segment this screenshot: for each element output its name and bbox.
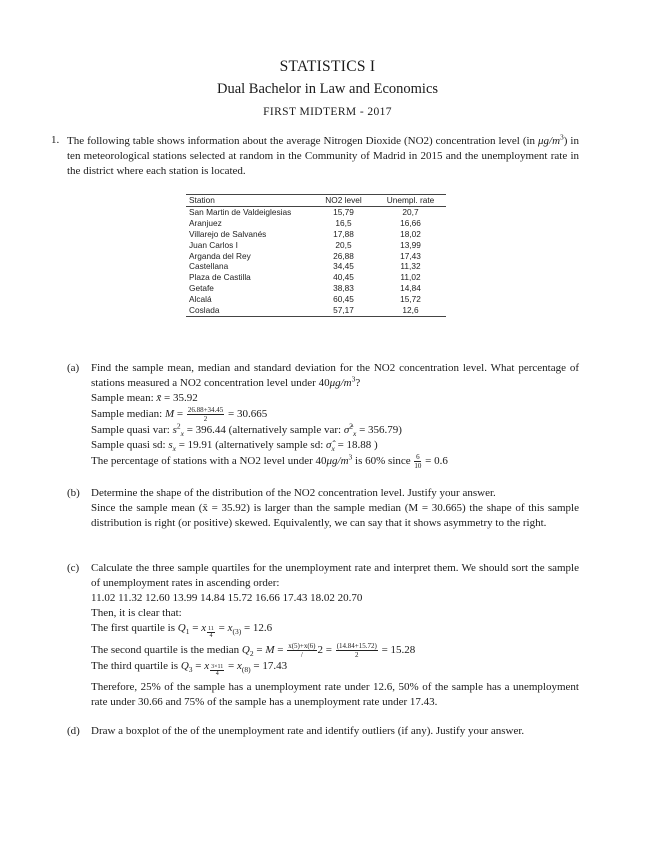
median-value-fraction: $\frac{(14.84+15.72)}{2}$ [336,641,377,659]
station-cell: Castellana [189,261,229,272]
quartile-conclusion: Therefore, 25% of the sample has a unemployment rate under 12.6, 50% of the sample has a unemployment rate under 30.66 and 75% of the sample has a unemployment rate under 17.43. [91,680,579,708]
no2-cell: 20,5 [335,239,352,250]
column-header-station: Station [186,195,312,207]
unemployment-cell: 20,7 [402,206,419,217]
column-header-unemployment: Unempl. rate [375,195,446,207]
sample-var-line: Sample quasi var: $s^2_x = 396.44$ (alternatively sample var: σ̂$^2_x$ = 356.79) [91,421,402,439]
part-b-answer-text: Since the sample mean (x̄ = 35.92) is larger than the sample median (M = 30.665) the shape of this sample distribution is right (or positive) skewed. Equivalently, we can say that it shows asymmetry to the right. [91,502,579,529]
unemployment-cell: 11,32 [400,261,421,272]
station-cell: San Martin de Valdeiglesias [189,206,292,217]
first-quartile-line: The first quartile is $Q_1 = x$ $_{\frac{11}{4}}$ = $x_{(3)} = 12.6$ [91,622,273,639]
no2-cell: 40,45 [333,272,354,283]
table-row [186,218,446,229]
course-title: STATISTICS I [279,58,376,75]
unemployment-cell: 18,02 [400,228,421,239]
part-b-question: Determine the shape of the distribution of the NO2 concentration level. Justify your answer. [91,487,496,499]
part-c [67,561,579,710]
station-cell: Villarejo de Salvanés [189,228,267,239]
station-cell: Arganda del Rey [189,250,251,261]
third-quartile-line: The third quartile is $Q_3 = x$ $_{\frac{3\times 11}{4}}$ = $x_{(8)} = 17.43$ [91,659,288,677]
part-c-label: (c) [67,562,80,574]
question-intro: The following table shows information about the average Nitrogen Dioxide (NO2) concentration level (in $\mu g/m^3$) in ten meteorological stations selected at random in the Community of Madrid in 2015 and the unemployment rate in the district where each station is located. [67,132,579,177]
sample-median-line: Sample median: M = $\frac{26.88+34.45}{2}$ = 30.665 [91,406,268,423]
part-b [67,486,579,531]
part-a [67,361,579,470]
unemployment-cell: 11,02 [400,272,421,283]
second-quartile-line: The second quartile is the median $Q_2 = M$ = $\frac{x(5)+x(6)}{/}$ 2 = $\frac{(14.84+15.72)}{2}$ = 15.28 [91,641,416,659]
table-row [186,294,446,305]
median-fraction: $\frac{26.88+34.45}{2}$ [187,406,224,423]
table-row [186,305,446,316]
no2-data-table [186,194,446,317]
table-row [186,283,446,294]
part-a-answer [91,391,579,470]
unemployment-cell: 16,66 [400,217,421,228]
table-row [186,261,446,272]
part-b-label: (b) [67,487,80,499]
sorted-sample: 11.02 11.32 12.60 13.99 14.84 15.72 16.66 17.43 18.02 20.70 [91,592,363,604]
part-c-answer [91,591,579,710]
percentage-fraction: $\frac{6}{10}$ [414,453,422,470]
station-cell: Juan Carlos I [189,239,238,250]
part-a-label: (a) [67,362,80,374]
question-number: 1. [51,134,60,146]
part-a-question: Find the sample mean, median and standard deviation for the NO2 concentration level. What percentage of stations measured a NO2 concentration level under $40\mu g/m^3$? [91,362,579,389]
unemployment-cell: 13,99 [400,239,421,250]
no2-cell: 34,45 [333,261,354,272]
station-cell: Alcalá [189,294,212,305]
unemployment-cell: 14,84 [400,283,421,294]
no2-cell: 16,5 [335,217,352,228]
part-d-question: Draw a boxplot of the of the unemployment rate and identify outliers (if any). Justify your answer. [91,725,525,737]
no2-cell: 60,45 [333,294,354,305]
unemployment-cell: 12,6 [375,305,446,316]
table-row [186,229,446,240]
column-header-no2: NO2 level [312,195,375,207]
no2-cell: 15,79 [333,206,354,217]
percentage-line: The percentage of stations with a NO2 level under $40\mu g/m^3$ is 60% since $\frac{6}{10}$ = 0.6 [91,452,448,470]
part-c-question: Calculate the three sample quartiles for the unemployment rate and interpret them. We should sort the sample of unemployment rates in ascending order: [91,562,579,589]
table-row [186,206,446,217]
no2-cell: 57,17 [312,305,375,316]
no2-cell: 17,88 [333,228,354,239]
no2-cell: 26,88 [333,250,354,261]
table-row [186,272,446,283]
part-d [67,724,579,739]
median-quartile-fraction: $\frac{x(5)+x(6)}{/}$ [288,641,316,659]
part-b-answer [91,501,579,531]
station-cell: Aranjuez [189,217,222,228]
sample-sd-line: Sample quasi sd: $s_x = 19.91$ (alternatively sample sd: $\sigmâ_x = 18.88$ ) [91,439,378,454]
unemployment-cell: 17,43 [400,250,421,261]
unemployment-cell: 15,72 [400,294,421,305]
station-cell: Coslada [186,305,312,316]
table-row [186,240,446,251]
table-header-row [186,195,446,207]
table-row [186,251,446,262]
then-line: Then, it is clear that: [91,607,182,619]
exam-title: FIRST MIDTERM - 2017 [263,106,392,118]
part-d-label: (d) [67,725,80,737]
no2-cell: 38,83 [333,283,354,294]
station-cell: Plaza de Castilla [189,272,251,283]
sample-mean-line: Sample mean: x̄ = 35.92 [91,392,198,404]
program-title: Dual Bachelor in Law and Economics [216,81,439,97]
station-cell: Getafe [189,283,214,294]
